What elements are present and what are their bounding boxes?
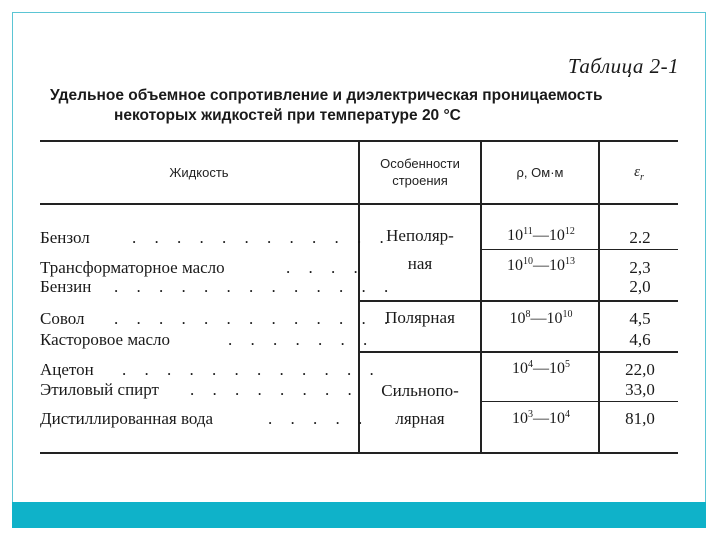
structure-strong-line-1: Сильнопо- <box>381 381 459 400</box>
rho-rule-1 <box>480 249 678 250</box>
rho-base: 10 <box>546 310 563 327</box>
rho-base: 10 <box>549 360 565 377</box>
rho-exponent: 3 <box>528 409 533 420</box>
rho-range <box>482 226 600 246</box>
structure-nonpolar-line-1: Неполяр- <box>386 226 454 245</box>
eps-value: 2,0 <box>629 277 651 296</box>
header-eps <box>600 164 678 186</box>
leader-dots: . . . . . . . . . . . . <box>122 360 381 379</box>
leader-dots: . . . . <box>286 258 365 277</box>
leader-dots: . . . . . <box>268 409 370 428</box>
rho-dash: — <box>530 310 547 327</box>
eps-value: 2,3 <box>629 258 651 277</box>
header-rho: ρ, Ом·м <box>516 165 564 180</box>
liquid-name: Бензин <box>40 277 92 296</box>
leader-dots: . . . . . . . . <box>190 380 359 399</box>
liquid-name: Этиловый спирт <box>40 380 159 399</box>
rho-exponent: 8 <box>525 309 531 320</box>
rho-dash: — <box>533 410 549 427</box>
structure-nonpolar-line-2: ная <box>407 254 433 273</box>
liquid-name: Бензол <box>40 228 90 247</box>
header-eps-symbol: ε <box>634 164 640 180</box>
footer-bar <box>12 502 706 528</box>
rho-base: 10 <box>548 227 565 244</box>
header-liquid: Жидкость <box>169 165 229 180</box>
eps-value: 4,5 <box>629 309 651 328</box>
rho-exponent: 12 <box>564 226 575 237</box>
rho-exponent: 10 <box>523 256 533 267</box>
rho-base: 10 <box>549 410 565 427</box>
rho-base: 10 <box>509 310 526 327</box>
rho-exponent: 4 <box>528 359 533 370</box>
structure-polar: Полярная <box>385 308 455 327</box>
leader-dots: . . . . . . . . . . . . <box>132 228 391 247</box>
eps-value: 2.2 <box>629 228 651 247</box>
table-bottom-rule <box>40 452 678 454</box>
rho-range <box>482 256 600 276</box>
header-structure-line-1: Особенности <box>380 156 460 171</box>
rho-base: 10 <box>507 257 523 274</box>
leader-dots: . . . . . . . . . . . . . <box>114 277 396 296</box>
header-structure-line-2: строения <box>392 173 448 188</box>
header-structure <box>360 155 480 189</box>
rho-dash: — <box>532 227 549 244</box>
rho-base: 10 <box>512 360 528 377</box>
header-eps-subscript: r <box>640 172 644 183</box>
rho-base: 10 <box>507 227 524 244</box>
group-rule-nonpolar <box>358 300 678 302</box>
rho-exponent: 5 <box>565 359 570 370</box>
liquid-name: Трансформаторное масло <box>40 258 225 277</box>
col-divider-2 <box>480 140 482 452</box>
rho-rule-2 <box>480 401 678 402</box>
rho-exponent: 13 <box>565 256 575 267</box>
eps-value: 81,0 <box>625 409 655 428</box>
structure-nonpolar <box>360 222 480 278</box>
table-number: Таблица 2-1 <box>568 54 680 78</box>
rho-dash: — <box>533 257 549 274</box>
liquid-name: Дистиллированная вода <box>40 409 214 428</box>
eps-value: 4,6 <box>629 330 651 349</box>
rho-base: 10 <box>512 410 528 427</box>
liquid-name: Совол <box>40 309 85 328</box>
rho-base: 10 <box>549 257 565 274</box>
rho-exponent: 4 <box>565 409 570 420</box>
title-line-1: Удельное объемное сопротивление и диэлектрическая проницаемость <box>50 87 603 104</box>
leader-dots: . . . . . . . <box>228 330 375 349</box>
leader-dots: . . . . . . . . . . . . . <box>114 309 396 328</box>
eps-value: 22,0 <box>625 360 655 379</box>
liquid-name: Ацетон <box>40 360 94 379</box>
rho-dash: — <box>533 360 549 377</box>
rho-range <box>482 359 600 379</box>
rho-exponent: 11 <box>523 226 533 237</box>
title-line-2: некоторых жидкостей при температуре 20 °С <box>114 107 461 124</box>
rho-exponent: 10 <box>562 309 573 320</box>
rho-range <box>482 309 600 329</box>
structure-strong-line-2: лярная <box>395 409 445 428</box>
eps-value: 33,0 <box>625 380 655 399</box>
table-title <box>50 86 670 126</box>
liquid-name: Касторовое масло <box>40 330 171 349</box>
rho-range <box>482 409 600 429</box>
group-rule-polar <box>358 351 678 353</box>
structure-strong-polar <box>360 377 480 433</box>
